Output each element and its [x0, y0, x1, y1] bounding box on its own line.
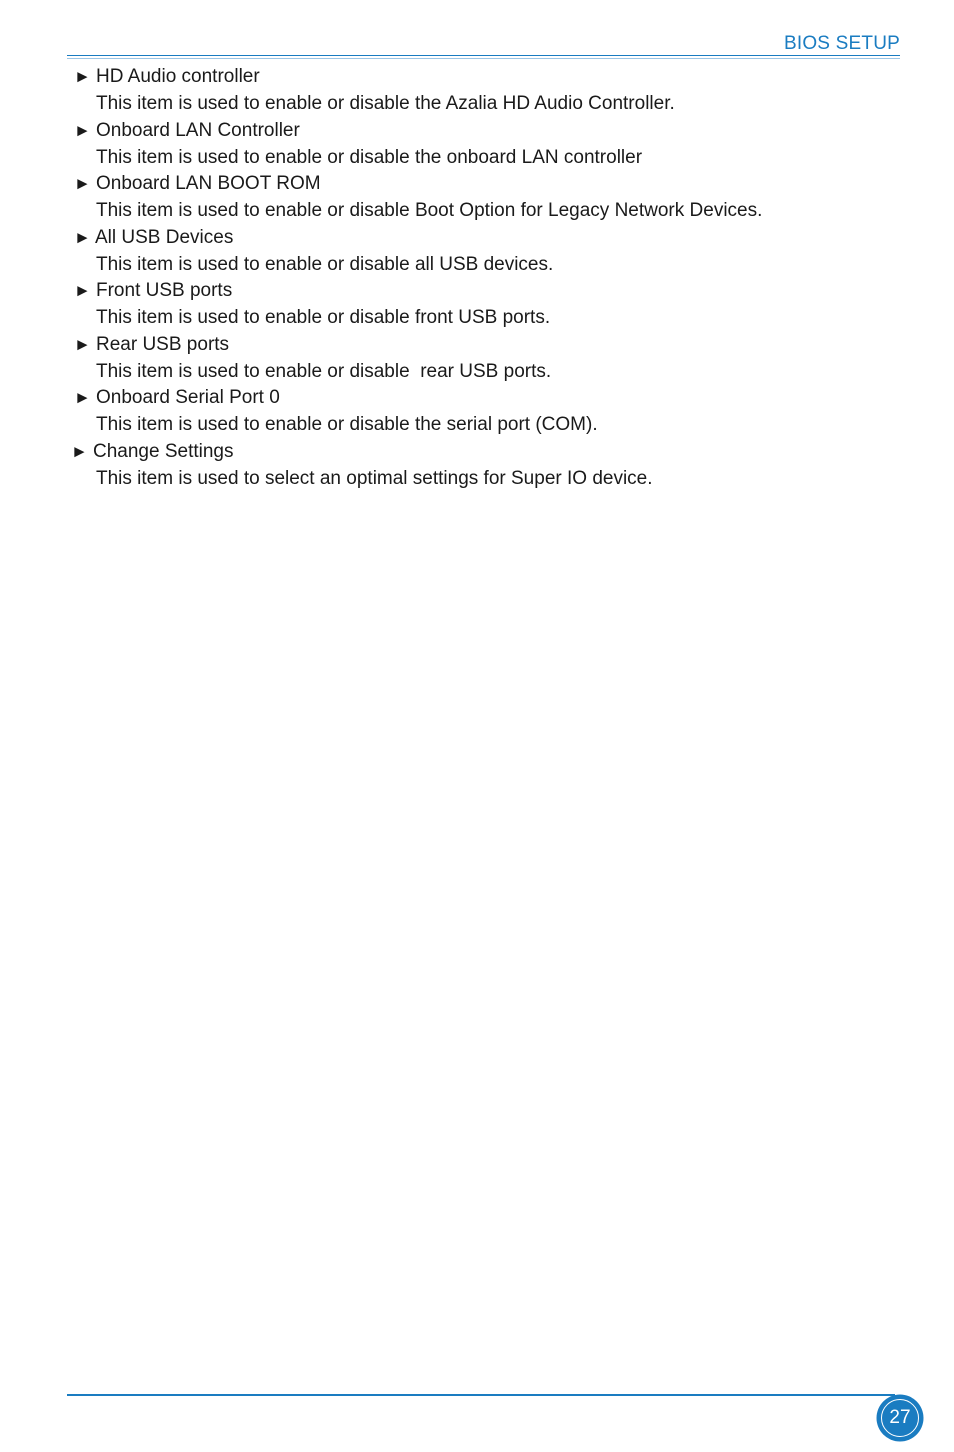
list-item — [0, 439, 954, 493]
item-heading — [0, 385, 954, 411]
arrow-right-icon: ► — [71, 441, 88, 461]
item-title: Onboard LAN Controller — [96, 119, 300, 141]
item-description: This item is used to enable or disable the onboard LAN controller — [96, 146, 643, 168]
arrow-right-icon: ► — [74, 174, 91, 193]
item-heading — [0, 225, 954, 251]
list-item — [0, 332, 954, 386]
section-title: BIOS SETUP — [783, 33, 900, 54]
item-heading — [0, 64, 954, 90]
item-title: Front USB ports — [96, 280, 233, 301]
settings-list — [0, 64, 954, 492]
arrow-right-icon: ► — [74, 120, 91, 140]
arrow-right-icon: ► — [74, 281, 91, 300]
item-heading — [0, 439, 954, 465]
item-title: All USB Devices — [95, 226, 234, 248]
header-divider — [67, 55, 900, 56]
item-description: This item is used to enable or disable all USB devices. — [96, 253, 554, 275]
list-item — [0, 64, 954, 118]
item-title: HD Audio controller — [96, 66, 260, 87]
item-description: This item is used to enable or disable rear USB ports. — [96, 360, 552, 382]
list-item — [0, 385, 954, 439]
item-description: This item is used to enable or disable the Azalia HD Audio Controller. — [96, 93, 675, 114]
item-heading — [0, 118, 954, 144]
header-divider-thin — [67, 58, 900, 59]
item-description: This item is used to enable or disable front USB ports. — [96, 307, 551, 328]
arrow-right-icon: ► — [74, 67, 91, 86]
item-heading — [0, 278, 954, 304]
list-item — [0, 118, 954, 172]
item-heading — [0, 332, 954, 358]
page-number-badge — [878, 1396, 922, 1440]
item-title: Change Settings — [93, 440, 234, 462]
item-description: This item is used to enable or disable Boot Option for Legacy Network Devices. — [96, 200, 763, 221]
arrow-right-icon: ► — [74, 227, 91, 247]
arrow-right-icon: ► — [74, 334, 91, 354]
page-number: 27 — [881, 1399, 919, 1437]
item-description: This item is used to select an optimal settings for Super IO device. — [96, 467, 653, 489]
item-title: Rear USB ports — [96, 333, 230, 355]
list-item — [0, 225, 954, 279]
item-heading — [0, 171, 954, 197]
arrow-right-icon: ► — [74, 388, 91, 407]
list-item — [0, 278, 954, 332]
item-title: Onboard LAN BOOT ROM — [96, 173, 321, 194]
footer-divider — [67, 1394, 895, 1396]
item-description: This item is used to enable or disable the serial port (COM). — [96, 414, 598, 435]
list-item — [0, 171, 954, 225]
item-title: Onboard Serial Port 0 — [96, 387, 280, 408]
